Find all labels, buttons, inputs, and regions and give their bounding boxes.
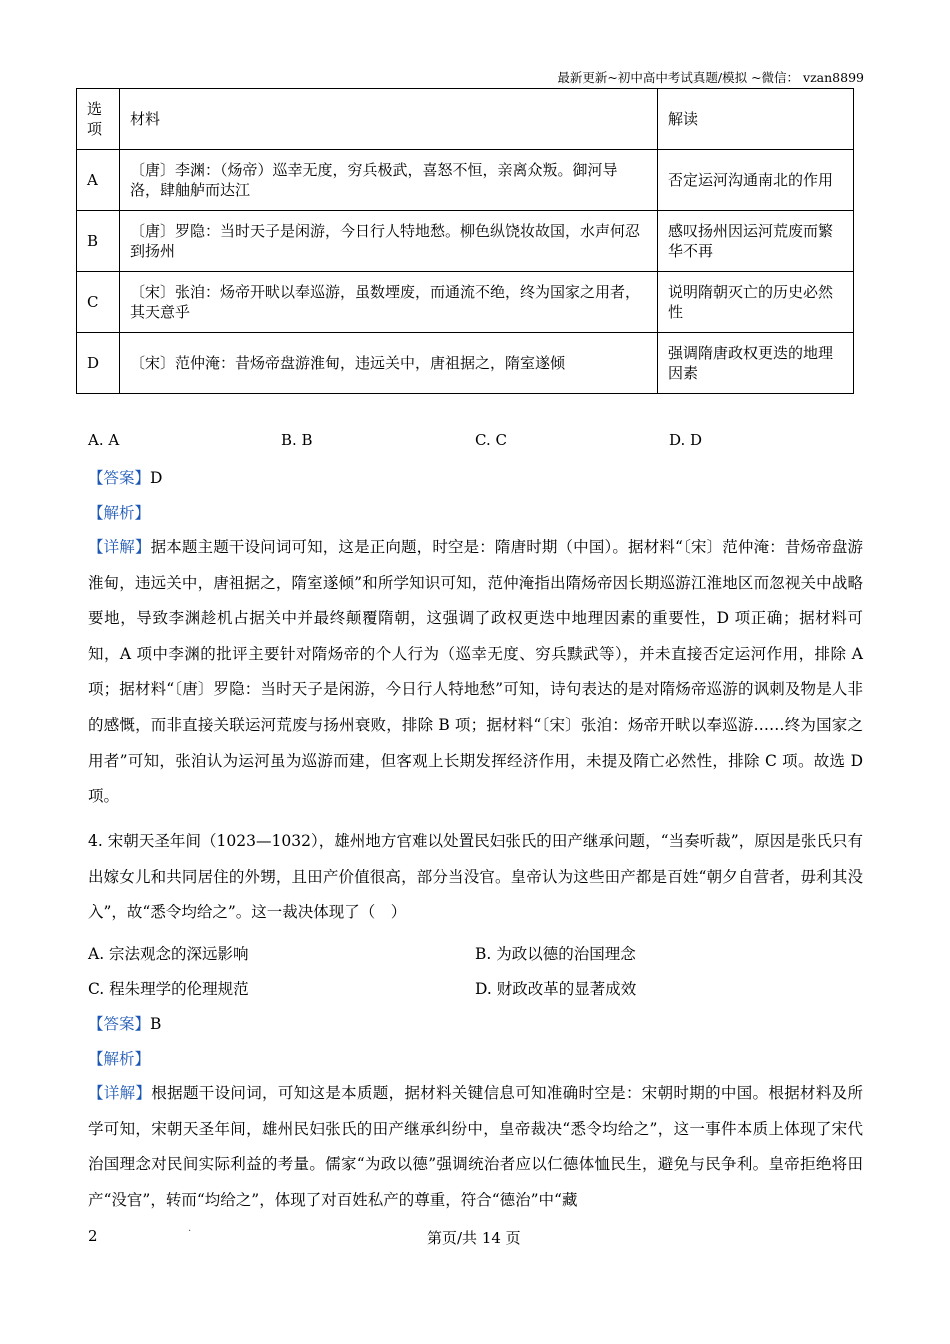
row-option: B [77, 211, 120, 272]
header-interpretation: 解读 [658, 89, 854, 150]
q4-analysis-label: 【解析】 [88, 1050, 151, 1068]
row-interpretation: 否定运河沟通南北的作用 [658, 150, 854, 211]
header-material: 材料 [120, 89, 658, 150]
q3-answer [88, 466, 162, 488]
q3-option-c: C. C [475, 431, 507, 449]
row-interpretation: 说明隋朝灭亡的历史必然性 [658, 272, 854, 333]
row-option: D [77, 333, 120, 394]
row-material: 〔唐〕李渊：（炀帝）巡幸无度，穷兵极武，喜怒不恒，亲离众叛。御河导洛，肆舳舻而达江 [120, 150, 658, 211]
table-row [77, 272, 854, 333]
answer-value: D [150, 469, 163, 487]
table-row [77, 333, 854, 394]
q4-option-d: D. 财政改革的显著成效 [475, 980, 637, 998]
header-option: 选项 [77, 89, 120, 150]
page-header-watermark: 最新更新~初中高中考试真题/模拟 ~微信： vzan8899 [557, 70, 864, 85]
q3-option-d: D. D [669, 431, 703, 449]
row-material: 〔唐〕罗隐：当时天子是闲游，今日行人特地愁。柳色纵饶妆故国，水声何忍到扬州 [120, 211, 658, 272]
q3-analysis-label: 【解析】 [88, 504, 151, 522]
q3-option-b: B. B [281, 431, 313, 449]
options-table [76, 88, 854, 394]
answer-value: B [150, 1015, 162, 1033]
detail-label: 【详解】 [88, 538, 151, 556]
row-material: 〔宋〕范仲淹：昔炀帝盘游淮甸，违远关中，唐祖据之，隋室遂倾 [120, 333, 658, 394]
row-interpretation: 强调隋唐政权更迭的地理因素 [658, 333, 854, 394]
detail-label: 【详解】 [88, 1084, 152, 1102]
q4-option-c: C. 程朱理学的伦理规范 [88, 980, 249, 998]
table-row [77, 211, 854, 272]
answer-label: 【答案】 [88, 1015, 151, 1033]
q4-answer [88, 1012, 161, 1034]
detail-text: 据本题主题干设问词可知，这是正向题，时空是：隋唐时期（中国）。据材料“〔宋〕范仲淹：昔炀帝盘游淮甸，违远关中，唐祖据之，隋室遂倾”和所学知识可知，范仲淹指出隋炀帝因长期巡游江淮地区而忽视关中战略要地，导致李渊趁机占据关中并最终颠覆隋朝，这强调了政权更迭中地理因素的重要性，D 项正确；据材料可知，A 项中李渊的批评主要针对隋炀帝的个人行为（巡幸无度、穷兵黩武等），并未直接否定运河作用，排除 A 项；据材料“〔唐〕罗隐：当时天子是闲游，今日行人特地愁”可知，诗句表达的是对隋炀帝巡游的讽刺及物是人非的感慨，而非直接关联运河荒废与扬州衰败，排除 B 项；据材料“〔宋〕张洎：炀帝开畎以奉巡游……终为国家之用者”可知，张洎认为运河虽为巡游而建，但客观上长期发挥经济作用，未提及隋亡必然性，排除 C 项。故选 D 项。 [88, 538, 863, 806]
q4-option-a: A. 宗法观念的深远影响 [88, 945, 249, 963]
q3-option-a: A. A [88, 431, 120, 449]
table-row [77, 150, 854, 211]
answer-label: 【答案】 [88, 469, 151, 487]
row-material: 〔宋〕张洎：炀帝开畎以奉巡游，虽数堙废，而通流不绝，终为国家之用者，其天意乎 [120, 272, 658, 333]
q4-option-b: B. 为政以德的治国理念 [475, 945, 636, 963]
q4-stem: 4. 宋朝天圣年间（1023—1032），雄州地方官难以处置民妇张氏的田产继承问题，“当奏听裁”，原因是张氏只有出嫁女儿和共同居住的外甥，且田产价值很高，部分当没官。皇帝认为这些田产都是百姓“朝夕自营者，毋利其没入”，故“悉令均给之”。这一裁决体现了（ ） [88, 832, 863, 922]
table-header-row [77, 89, 854, 150]
q3-detail [88, 530, 863, 815]
row-interpretation: 感叹扬州因运河荒废而繁华不再 [658, 211, 854, 272]
row-option: A [77, 150, 120, 211]
q4-detail [88, 1076, 863, 1218]
page-count: 第页/共 14 页 [427, 1229, 521, 1247]
footer-mark: · [188, 1226, 192, 1237]
row-option: C [77, 272, 120, 333]
detail-text: 根据题干设问词，可知这是本质题，据材料关键信息可知准确时空是：宋朝时期的中国。根据材料及所学可知，宋朝天圣年间，雄州民妇张氏的田产继承纠纷中，皇帝裁决“悉令均给之”，这一事件本质上体现了宋代治国理念对民间实际利益的考量。儒家“为政以德”强调统治者应以仁德体恤民生，避免与民争利。皇帝拒绝将田产“没官”，转而“均给之”，体现了对百姓私产的尊重，符合“德治”中“藏 [88, 1084, 863, 1209]
page-number: 2 [88, 1227, 98, 1245]
